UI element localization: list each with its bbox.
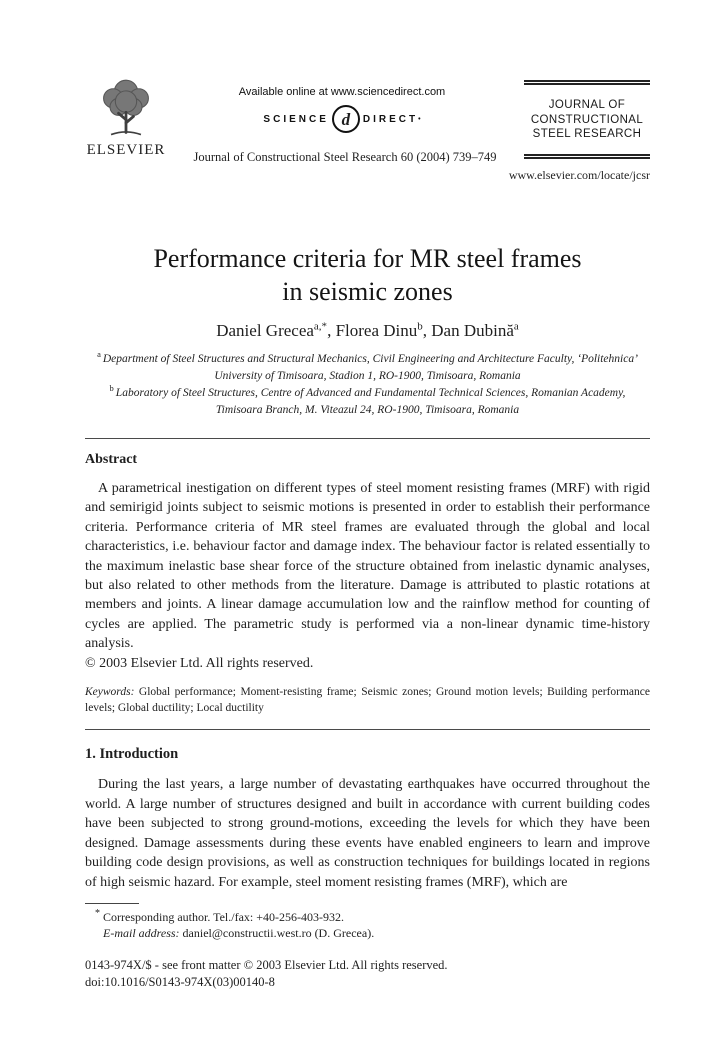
email-address-text: daniel@constructii.west.ro (D. Grecea). bbox=[179, 926, 375, 941]
corresponding-author-note bbox=[85, 909, 650, 926]
header-center bbox=[177, 86, 507, 133]
journal-box-line-3: STEEL RESEARCH bbox=[532, 128, 642, 140]
journal-citation-line: Journal of Constructional Steel Research 60 (2004) 739–749 bbox=[193, 150, 497, 164]
elsevier-logo bbox=[85, 78, 167, 159]
imprint-block bbox=[85, 957, 650, 992]
keywords-label: Keywords: bbox=[85, 686, 135, 699]
issn-line: 0143-974X/$ - see front matter © 2003 Elsevier Ltd. All rights reserved. bbox=[85, 957, 448, 972]
affiliations bbox=[85, 351, 650, 419]
sciencedirect-direct-text: DIRECT bbox=[362, 113, 419, 125]
article-title-line-2: in seismic zones bbox=[282, 277, 453, 306]
journal-title-box bbox=[524, 80, 650, 159]
journal-header bbox=[85, 78, 650, 190]
sciencedirect-reg-mark: • bbox=[418, 115, 421, 123]
author-separator: , bbox=[327, 321, 336, 340]
author-name: Dan Dubină bbox=[431, 321, 514, 340]
author-line bbox=[85, 321, 650, 341]
author-affil-sup: a,* bbox=[313, 320, 328, 333]
footnotes bbox=[85, 909, 650, 942]
footnote-rule bbox=[85, 903, 139, 904]
article-title-line-1: Performance criteria for MR steel frames bbox=[153, 244, 582, 273]
section-1-heading: 1. Introduction bbox=[85, 746, 179, 763]
email-label: E-mail address: bbox=[103, 926, 180, 941]
keywords-block bbox=[85, 685, 650, 716]
author-name: Daniel Grecea bbox=[216, 321, 314, 340]
author-separator: , bbox=[422, 321, 432, 340]
sciencedirect-d-icon: d bbox=[332, 105, 360, 133]
article-title bbox=[85, 242, 650, 308]
page-content bbox=[85, 0, 650, 992]
sciencedirect-science-text: SCIENCE bbox=[263, 113, 329, 125]
author-name: Florea Dinu bbox=[335, 321, 418, 340]
affiliation-a-text: Department of Steel Structures and Structural Mechanics, Civil Engineering and Architecture Faculty, ‘Politehnica’ University of Timisoara, Stadion 1, RO-1900, Timisoara, Romania bbox=[102, 353, 638, 382]
elsevier-locate-url: www.elsevier.com/locate/jcsr bbox=[508, 168, 650, 182]
author-affil-sup: a bbox=[513, 320, 519, 333]
abstract-body: A parametrical inestigation on different types of steel moment resisting frames (MRF) with rigid and semirigid joints subject to seismic motions is presented in order to establish their performance criteria. Performance criteria of MR steel frames are evaluated through the global and local characteristics, i.e. behaviour factor and damage index. The behaviour factor is related essentially to the maximum inelastic base shear force of the structure obtained from inelastic dynamic analyses, but also related to other methods from the literature. Damage is attributed to plastic rotations at members and joints. A linear damage accumulation low and the rainflow method for counting of cycles are applied. The parametric study is performed via a non-linear dynamic time-history analysis. bbox=[85, 481, 650, 652]
sciencedirect-logo bbox=[177, 105, 507, 133]
section-1-paragraph: During the last years, a large number of devastating earthquakes have occurred throughout the world. A large number of structures designed and built in accordance with current building codes have been subjected to strong ground-motions, exceeding the levels for which they have been designed. Damage assessments during these events have enabled engineers to learn and improve building code design provisions, as well as construction techniques for buildings located in regions of high seismic hazard. For example, steel moment resisting frames (MRF), which are bbox=[85, 777, 650, 891]
affiliation-b bbox=[85, 385, 650, 419]
divider-below-keywords bbox=[85, 729, 650, 730]
email-note bbox=[85, 925, 650, 942]
abstract-copyright: © 2003 Elsevier Ltd. All rights reserved. bbox=[85, 655, 314, 671]
footnote-marker: * bbox=[95, 907, 100, 919]
affiliation-a-sup: a bbox=[97, 349, 101, 360]
affiliation-b-sup: b bbox=[109, 383, 114, 394]
available-online-text: Available online at www.sciencedirect.com bbox=[238, 86, 446, 98]
abstract-heading: Abstract bbox=[85, 452, 138, 467]
affiliation-a bbox=[85, 351, 650, 385]
divider-above-abstract bbox=[85, 438, 650, 439]
elsevier-tree-icon bbox=[94, 78, 158, 140]
elsevier-wordmark: ELSEVIER bbox=[86, 142, 166, 158]
affiliation-b-text: Laboratory of Steel Structures, Centre of Advanced and Fundamental Technical Sciences, Romanian Academy, Timisoara Branch, M. Viteazul 24, RO-1900, Timisoara, Romania bbox=[115, 387, 626, 416]
journal-box-line-2: CONSTRUCTIONAL bbox=[530, 113, 644, 126]
author-affil-sup: b bbox=[417, 320, 423, 333]
keywords-text: Global performance; Moment-resisting frame; Seismic zones; Ground motion levels; Building performance levels; Global ductility; Local ductility bbox=[85, 686, 650, 714]
journal-box-line-1: JOURNAL OF bbox=[548, 99, 626, 111]
doi-line: doi:10.1016/S0143-974X(03)00140-8 bbox=[85, 975, 275, 990]
corresponding-author-text: Corresponding author. Tel./fax: +40-256-403-932. bbox=[100, 909, 345, 924]
